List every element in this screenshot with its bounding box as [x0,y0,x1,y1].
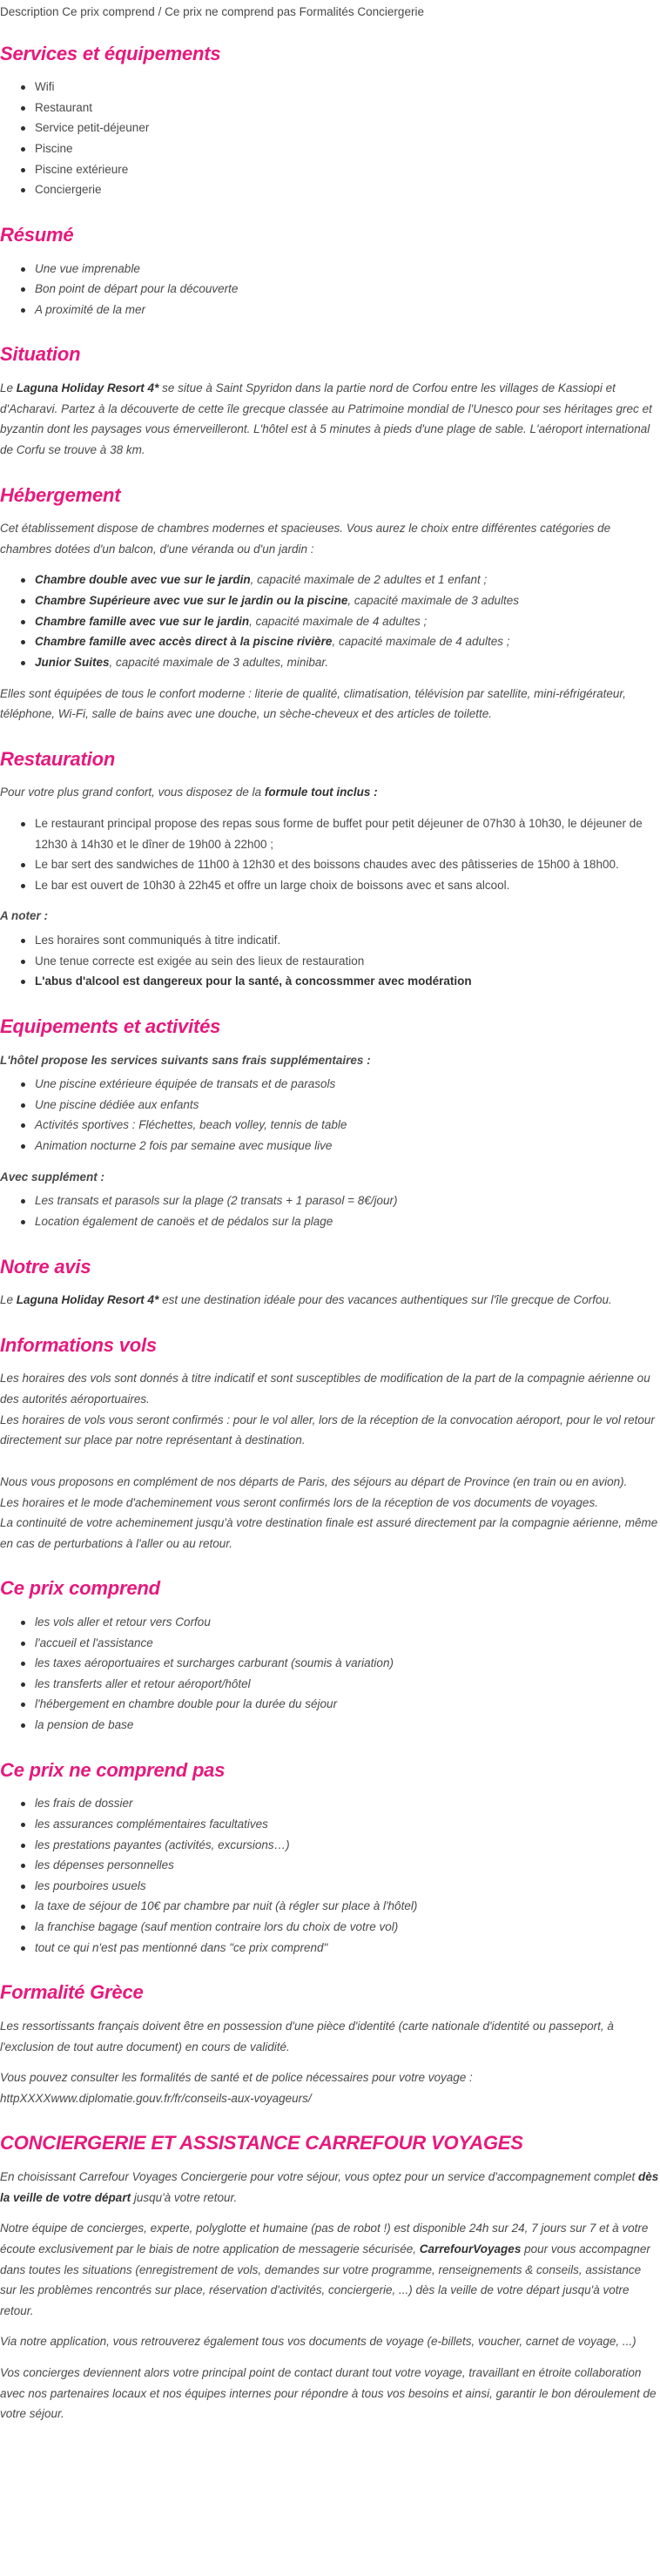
list-item: Le restaurant principal propose des repas sous forme de buffet pour petit déjeuner de 07h30 à 10h30, le déjeuner de 12h30 à 14h30 et le dîner de 19h00 à 22h00 ; [35,813,660,854]
services-list [0,77,660,200]
text-fragment: se situe à Saint Spyridon dans la partie nord de Corfou entre les villages de Kassiopi et d'Acharavi. Partez à la découverte de cette île grecque classée au Patrimoine mondial de l'Unesco pour ses héritages grec et byzantin dont les paysages vous émerveilleront. L'hôtel est à 5 minutes à pieds d'une plage de sable. L'aéroport international de Corfu se trouve à 38 km. [0,381,652,456]
rooms-list [0,570,660,672]
list-item: les vols aller et retour vers Corfou [35,1612,660,1633]
conciergerie-para-2 [0,2218,660,2321]
list-item [35,570,660,590]
vols-para-1 [0,1368,660,1451]
list-item [35,611,660,632]
hebergement-intro: Cet établissement dispose de chambres modernes et spacieuses. Vous aurez le choix entre différentes catégories de chambres dotées d'un balcon, d'une véranda ou d'un jardin : [0,522,611,556]
list-item [35,590,660,611]
resume-heading: Résumé [0,223,74,246]
list-item: Piscine extérieure [35,159,660,180]
text-line: Nous vous proposons en complément de nos départs de Paris, des séjours au départ de Province (en train ou en avion). [0,1474,628,1488]
list-item: Une vue imprenable [35,259,660,280]
ne-comprend-list [0,1793,660,1958]
restauration-list [0,813,660,896]
text-fragment: Le [0,1293,17,1307]
note-label: A noter : [0,909,48,923]
list-item: Location également de canoës et de pédalos sur la plage [35,1211,660,1232]
list-item: les dépenses personnelles [35,1855,660,1876]
comprend-heading: Ce prix comprend [0,1577,160,1600]
equipements-heading: Equipements et activités [0,1015,221,1037]
extra-list [0,1190,660,1231]
list-item: les prestations payantes (activités, excursions…) [35,1835,660,1856]
list-item [35,631,660,652]
app-name: CarrefourVoyages [419,2242,522,2256]
tab-links[interactable]: Description Ce prix comprend / Ce prix ne comprend pas Formalités Conciergerie [0,5,424,18]
room-name: Chambre famille avec accès direct à la piscine rivière [35,635,333,649]
list-item: Une piscine dédiée aux enfants [35,1095,660,1116]
room-detail: , capacité maximale de 3 adultes, minibar. [109,655,329,669]
list-item: Service petit-déjeuner [35,118,660,138]
list-item: l'accueil et l'assistance [35,1633,660,1654]
comprend-list [0,1612,660,1736]
hebergement-outro: Elles sont équipées de tous le confort moderne : literie de qualité, climatisation, télévision par satellite, mini-réfrigérateur, téléphone, Wi-Fi, salle de bains avec une douche, un sèche-cheveux et des articles de toilette. [0,686,626,721]
list-item: les frais de dossier [35,1793,660,1814]
hotel-name: Laguna Holiday Resort 4* [16,1293,159,1307]
text-fragment: Notre équipe de concierges, experte, polyglotte et humaine (pas de robot !) est disponible 24h sur 24, 7 jours sur 7 et à votre écoute exclusivement par le biais de notre application de messagerie sécurisée, [0,2222,649,2256]
list-item: les pourboires usuels [35,1876,660,1897]
conciergerie-para-1 [0,2167,660,2208]
text-line: Les horaires de vols vous seront confirmés : pour le vol aller, lors de la réception de la convocation aéroport, pour le vol retour directement sur place par notre représentant à destination. [0,1413,655,1447]
restauration-intro [0,782,660,803]
resume-list [0,259,660,320]
restauration-heading: Restauration [0,747,116,770]
hebergement-heading: Hébergement [0,483,121,506]
list-item: Le bar sert des sandwiches de 11h00 à 12h30 et des boissons chaudes avec des pâtisseries de 15h00 à 18h00. [35,854,660,875]
list-item: Piscine [35,138,660,159]
list-item: Conciergerie [35,179,660,200]
avis-heading: Notre avis [0,1255,91,1278]
room-name: Chambre famille avec vue sur le jardin [35,614,250,628]
room-detail: , capacité maximale de 4 adultes ; [249,614,428,628]
text-line: Les horaires des vols sont donnés à titre indicatif et sont susceptibles de modification de la part de la compagnie aérienne ou des autorités aéroportuaires. [0,1372,650,1406]
avis-text [0,1290,660,1311]
list-item: Une tenue correcte est exigée au sein des lieux de restauration [35,951,660,972]
room-detail: , capacité maximale de 4 adultes ; [332,635,510,649]
room-detail: , capacité maximale de 3 adultes [347,594,519,607]
included-list [0,1074,660,1157]
formalite-para-2 [0,2067,660,2108]
hotel-name: Laguna Holiday Resort 4* [16,381,159,395]
list-item: les transferts aller et retour aéroport/hôtel [35,1674,660,1695]
list-item: Activités sportives : Fléchettes, beach volley, tennis de table [35,1115,660,1136]
spacer [0,1461,660,1472]
list-item: la taxe de séjour de 10€ par chambre par nuit (à régler sur place à l'hôtel) [35,1896,660,1917]
room-name: Chambre Supérieure avec vue sur le jardin ou la piscine [35,594,348,607]
text-fragment: pour vous accompagner dans toutes les situations (enregistrement de vols, demandes sur votre programme, renseignements & conseils, assistance sur les problèmes rencontrés sur place, réservation d'activités, conciergerie, ...) dès la veille de votre départ jusqu'à votre retour. [0,2242,650,2317]
services-heading: Services et équipements [0,42,221,64]
room-name: Chambre double avec vue sur le jardin [35,573,251,587]
text-fragment: est une destination idéale pour des vacances authentiques sur l'île grecque de Corfou. [158,1293,612,1307]
list-item: les assurances complémentaires facultatives [35,1814,660,1835]
text-fragment: jusqu'à votre retour. [131,2190,238,2204]
formalite-para-1: Les ressortissants français doivent être en possession d'une pièce d'identité (carte nationale d'identité ou passeport, à l'exclusion de tout autre document) en cours de validité. [0,2019,614,2053]
text-line: Vous pouvez consulter les formalités de santé et de police nécessaires pour votre voyage : [0,2071,473,2085]
emphasis: dès la veille de votre départ [0,2170,659,2204]
formalite-heading: Formalité Grèce [0,1981,144,2004]
list-item: Le bar est ouvert de 10h30 à 22h45 et offre un large choix de boissons avec et sans alcool. [35,875,660,896]
text-fragment: En choisissant Carrefour Voyages Conciergerie pour votre séjour, vous optez pour un service d'accompagnement complet [0,2170,638,2183]
formula-label: formule tout inclus : [264,786,378,799]
list-item [35,971,660,992]
list-item: A proximité de la mer [35,300,660,320]
text-fragment: Pour votre plus grand confort, vous disposez de la [0,786,265,799]
room-name: Junior Suites [35,655,110,669]
alcohol-warning: L'abus d'alcool est dangereux pour la santé, à concossmmer avec modération [35,974,472,988]
list-item: Une piscine extérieure équipée de transats et de parasols [35,1074,660,1095]
text-line: Les horaires et le mode d'acheminement vous seront confirmés lors de la réception de vos documents de voyages. [0,1495,598,1509]
list-item: Restaurant [35,98,660,118]
notes-list [0,930,660,992]
list-item: Bon point de départ pour la découverte [35,279,660,300]
list-item: tout ce qui n'est pas mentionné dans "ce prix comprend" [35,1938,660,1959]
situation-heading: Situation [0,343,81,366]
list-item: les taxes aéroportuaires et surcharges carburant (soumis à variation) [35,1653,660,1674]
list-item: Animation nocturne 2 fois par semaine avec musique live [35,1136,660,1157]
list-item: la pension de base [35,1715,660,1736]
list-item: Les horaires sont communiqués à titre indicatif. [35,930,660,951]
situation-text [0,378,660,461]
conciergerie-heading: CONCIERGERIE ET ASSISTANCE CARREFOUR VOYAGES [0,2132,523,2155]
conciergerie-para-3: Via notre application, vous retrouverez également tous vos documents de voyage (e-billets, voucher, carnet de voyage, ...) [0,2335,636,2349]
ne-comprend-heading: Ce prix ne comprend pas [0,1758,226,1781]
text-fragment: Le [0,381,17,395]
formalite-link[interactable]: httpXXXXwww.diplomatie.gouv.fr/fr/conseils-aux-voyageurs/ [0,2091,312,2105]
room-detail: , capacité maximale de 2 adultes et 1 enfant ; [250,573,488,587]
list-item [35,652,660,673]
extra-label: Avec supplément : [0,1170,105,1183]
list-item: l'hébergement en chambre double pour la durée du séjour [35,1694,660,1715]
vols-para-2 [0,1472,660,1554]
included-label: L'hôtel propose les services suivants sans frais supplémentaires : [0,1053,371,1067]
conciergerie-para-4: Vos concierges deviennent alors votre principal point de contact durant tout votre voyage, travaillant en étroite collaboration avec nos partenaires locaux et nos équipes internes pour répondre à tous vos besoins et ainsi, garantir le bon déroulement de votre séjour. [0,2366,657,2421]
list-item: Wifi [35,77,660,98]
vols-heading: Informations vols [0,1333,157,1356]
list-item: la franchise bagage (sauf mention contraire lors du choix de votre vol) [35,1917,660,1938]
text-line: La continuité de votre acheminement jusqu'à votre destination finale est assuré directement par la compagnie aérienne, même en cas de perturbations à l'aller ou au retour. [0,1516,658,1550]
list-item: Les transats et parasols sur la plage (2 transats + 1 parasol = 8€/jour) [35,1190,660,1211]
